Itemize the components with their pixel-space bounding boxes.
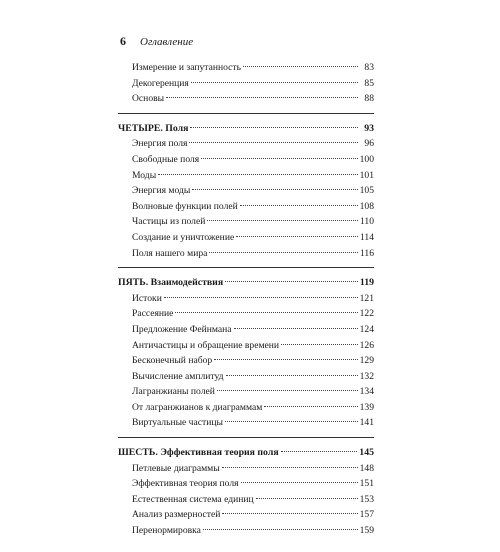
toc-entry-page: 153: [359, 493, 374, 505]
toc-chapter-page: 93: [364, 122, 374, 134]
dot-leader: [240, 205, 358, 206]
toc-entry-page: 139: [359, 401, 374, 413]
toc-entry: [118, 507, 374, 523]
toc-entry-label: Энергия моды: [132, 185, 191, 197]
toc-entry-label: Поля нашего мира: [132, 247, 208, 259]
toc-entry: [118, 214, 374, 230]
toc-entry-page: 134: [359, 386, 374, 398]
toc-chapter-label: ШЕСТЬ. Эффективная теория поля: [118, 447, 279, 459]
toc-entry-page: 124: [359, 323, 374, 335]
toc-entry-page: 88: [364, 93, 374, 105]
toc-entry: [118, 400, 374, 416]
toc-entry-page: 159: [359, 525, 374, 537]
toc-entry-label: Частицы из полей: [132, 216, 206, 228]
dot-leader: [175, 312, 357, 313]
toc-chapter: [118, 121, 374, 137]
toc-entry-label: Виртуальные частицы: [132, 417, 223, 429]
toc-entry: [118, 461, 374, 477]
toc-entry-page: 116: [359, 247, 374, 259]
toc-entry-label: Эффективная теория поля: [132, 478, 239, 490]
dot-leader: [225, 421, 358, 422]
toc-entry-label: Свободные поля: [132, 153, 200, 165]
dot-leader: [192, 189, 357, 190]
toc-entry-page: 96: [364, 138, 374, 150]
toc-entry: [118, 476, 374, 492]
dot-leader: [256, 498, 358, 499]
toc-chapter-page: 119: [359, 277, 374, 289]
toc-entry-label: Вычисление амплитуд: [132, 370, 224, 382]
toc-entry-page: 100: [359, 153, 374, 165]
dot-leader: [214, 359, 357, 360]
toc-chapter-label: ПЯТЬ. Взаимодействия: [118, 277, 224, 289]
toc-entry: [118, 230, 374, 246]
toc-entry-page: 110: [359, 216, 374, 228]
toc-entry: [118, 91, 374, 107]
dot-leader: [203, 529, 358, 530]
toc-entry: [118, 523, 374, 539]
toc-section: [118, 445, 374, 545]
dot-leader: [209, 252, 358, 253]
toc-entry-page: 126: [359, 339, 374, 351]
toc-entry-label: Измерение и запутанность: [132, 62, 241, 73]
toc-entry-label: Основы: [132, 93, 165, 105]
toc-entry: [118, 384, 374, 400]
toc-entry: [118, 60, 374, 76]
toc-entry-label: Моды: [132, 169, 157, 181]
running-head-title: Оглавление: [140, 36, 194, 48]
toc-section: [118, 121, 374, 268]
dot-leader: [226, 375, 358, 376]
dot-leader: [222, 513, 357, 514]
toc-entry-page: 148: [359, 462, 374, 474]
dot-leader: [222, 467, 358, 468]
toc-chapter-page: 145: [359, 447, 374, 459]
toc-entry-page: 157: [359, 509, 374, 521]
dot-leader: [234, 328, 358, 329]
toc-entry: [118, 291, 374, 307]
toc-entry: [118, 152, 374, 168]
dot-leader: [243, 66, 358, 67]
dot-leader: [264, 406, 357, 407]
toc-entry-label: Волновые функции полей: [132, 200, 238, 212]
toc-entry-label: Истоки: [132, 292, 162, 304]
dot-leader: [281, 344, 358, 345]
toc-entry-label: От лагранжианов к диаграммам: [132, 401, 263, 413]
dot-leader: [201, 158, 357, 159]
toc-chapter-label: ЧЕТЫРЕ. Поля: [118, 122, 189, 134]
toc-entry: [118, 322, 374, 338]
toc-entry-page: 108: [359, 200, 374, 212]
page-number: 6: [120, 34, 126, 48]
toc-entry-label: Энергия поля: [132, 138, 188, 150]
toc-entry-page: 114: [359, 231, 374, 243]
dot-leader: [241, 482, 358, 483]
toc-entry: [118, 76, 374, 92]
toc-entry: [118, 183, 374, 199]
toc-entry-page: 151: [359, 478, 374, 490]
toc-entry-label: Предложение Фейнмана: [132, 323, 232, 335]
toc-section: [118, 60, 374, 114]
toc-entry-page: 129: [359, 355, 374, 367]
toc-entry-label: Античастицы и обращение времени: [132, 339, 280, 351]
toc-entry-page: 83: [364, 62, 374, 73]
toc-entry-label: Бесконечный набор: [132, 355, 213, 367]
running-head: [120, 34, 193, 49]
toc-entry-page: 85: [364, 77, 374, 89]
toc-entry-label: Создание и уничтожение: [132, 231, 235, 243]
toc-entry-page: 141: [359, 417, 374, 429]
dot-leader: [191, 82, 358, 83]
toc-entry-page: 101: [359, 169, 374, 181]
toc-entry-page: 105: [359, 185, 374, 197]
dot-leader: [207, 220, 358, 221]
dot-leader: [281, 451, 358, 452]
toc-entry: [118, 168, 374, 184]
dot-leader: [190, 127, 358, 128]
toc-entry: [118, 338, 374, 354]
toc-entry-label: Петлевые диаграммы: [132, 462, 220, 474]
toc-entry-label: Декогеренция: [132, 77, 189, 89]
toc-entry: [118, 136, 374, 152]
toc-entry-label: Естественная система единиц: [132, 493, 254, 505]
toc-entry: [118, 353, 374, 369]
dot-leader: [189, 142, 358, 143]
dot-leader: [164, 297, 358, 298]
toc-entry: [118, 306, 374, 322]
toc-section: [118, 275, 374, 438]
dot-leader: [166, 97, 358, 98]
dot-leader: [217, 390, 358, 391]
toc-entry-label: Рассеяние: [132, 308, 174, 320]
toc-entry-page: 121: [359, 292, 374, 304]
toc-entry-page: 132: [359, 370, 374, 382]
table-of-contents: [118, 60, 374, 552]
toc-entry-label: Лагранжианы полей: [132, 386, 215, 398]
toc-entry: [118, 246, 374, 262]
dot-leader: [236, 236, 358, 237]
toc-entry: [118, 415, 374, 431]
dot-leader: [158, 174, 357, 175]
toc-entry-label: Анализ размерностей: [132, 509, 221, 521]
dot-leader: [225, 281, 358, 282]
toc-chapter: [118, 275, 374, 291]
toc-entry: [118, 199, 374, 215]
toc-entry: [118, 369, 374, 385]
toc-entry-label: Перенормировка: [132, 525, 201, 537]
toc-chapter: [118, 445, 374, 461]
toc-entry-page: 122: [359, 308, 374, 320]
